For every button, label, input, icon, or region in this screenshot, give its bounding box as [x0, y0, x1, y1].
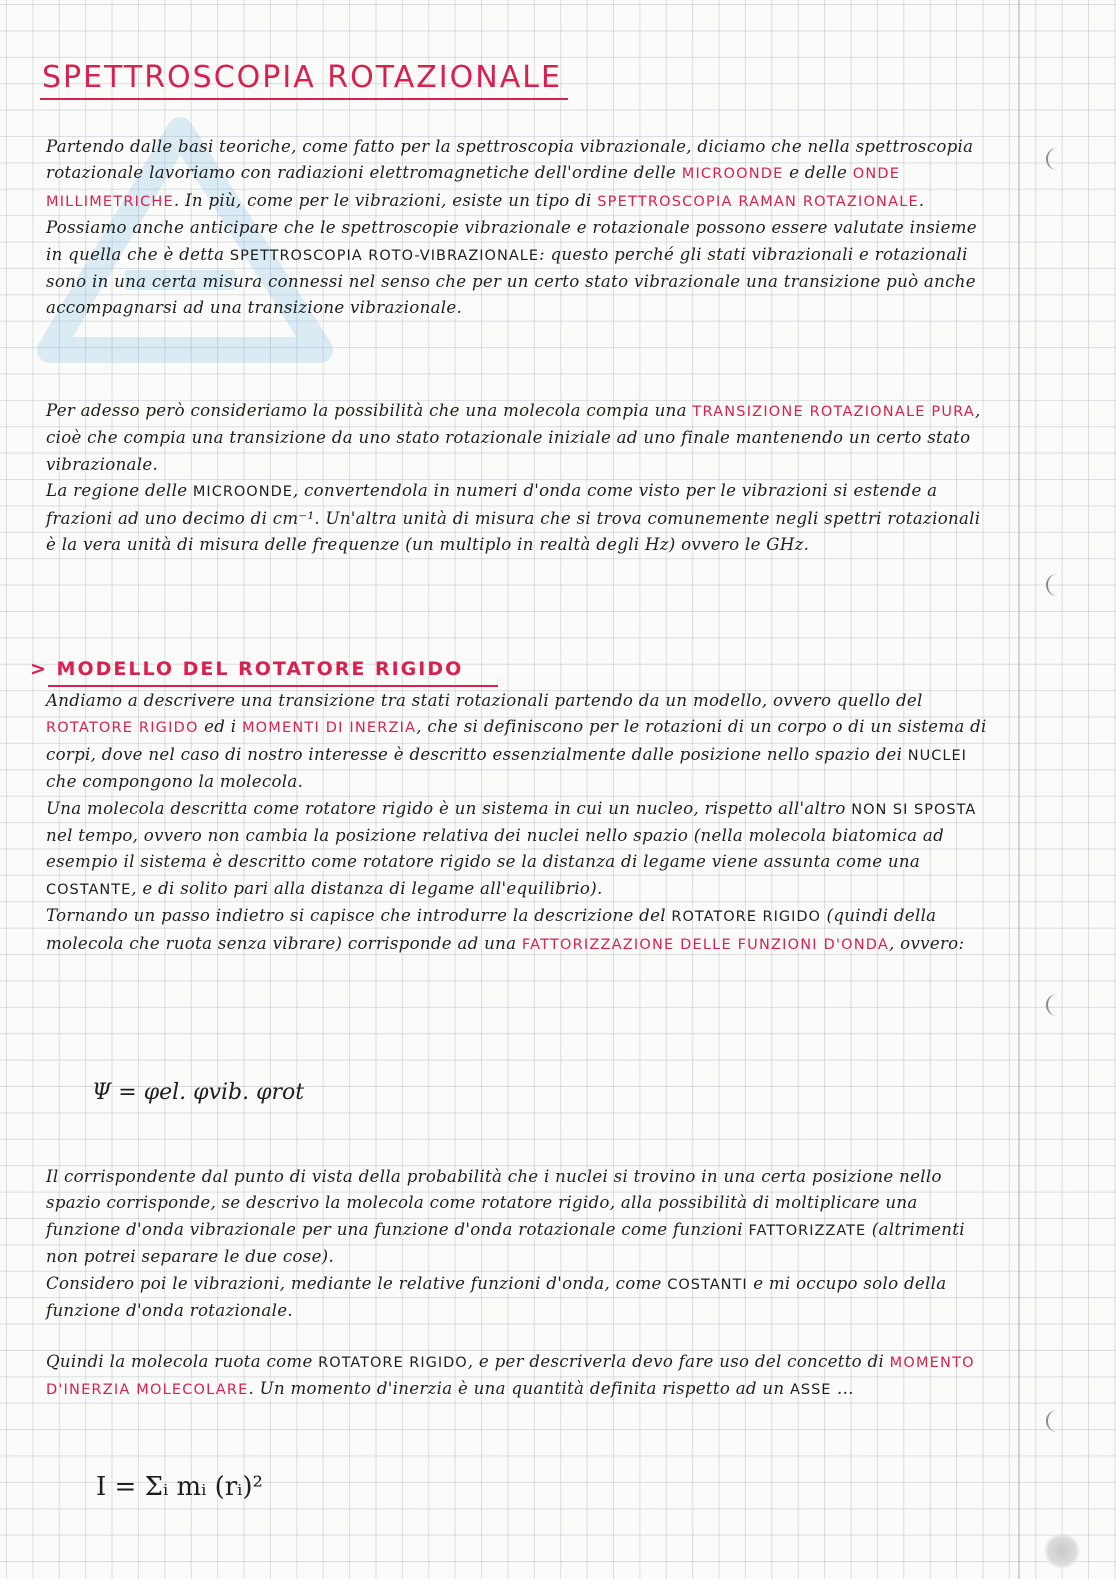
binder-hole-mark [1046, 1410, 1062, 1432]
inertia-formula: I = Σᵢ mᵢ (rᵢ)² [96, 1472, 263, 1502]
highlight-term: MICROONDE [681, 166, 784, 183]
paragraph-transizione: Per adesso però consideriamo la possibilità che una molecola compia una TRANSIZIONE ROTAZIONALE PURA, cioè che compia una transizione da uno stato rotazionale iniziale ad uno finale mantenendo un certo stato vibrazionale. La regione delle MICROONDE, convertendola in numeri d'onda come visto per le vibrazioni si estende a frazioni ad uno decimo di cm⁻¹. Un'altra unità di misura che si trova comunemente negli spettri rotazionali è la vera unità di misura delle frequenze (un multiplo in realtà degli Hz) ovvero le GHz. [46, 401, 981, 555]
page-title: SPETTROSCOPIA ROTAZIONALE [42, 60, 562, 95]
highlight-term: MOMENTI DI INERZIA [241, 720, 417, 737]
caps-term: MICROONDE [192, 484, 293, 501]
paragraph-momento-inerzia: Quindi la molecola ruota come ROTATORE RIGIDO, e per descriverla devo fare uso del concetto di MOMENTO D'INERZIA MOLECOLARE. Un momento d'inerzia è una quantità definita rispetto ad un ASSE ... [46, 1352, 975, 1399]
highlight-term: SPETTROSCOPIA RAMAN ROTAZIONALE [597, 193, 919, 210]
section-underline [48, 685, 498, 687]
intro-paragraph: Partendo dalle basi teoriche, come fatto per la spettroscopia vibrazionale, diciamo che nella spettroscopia rotazionale lavoriamo con radiazioni elettromagnetiche dell'ordine delle MICROONDE e delle ONDE MILLIMETRICHE. In più, come per le vibrazioni, esiste un tipo di SPETTROSCOPIA RAMAN ROTAZIONALE. Possiamo anche anticipare che le spettroscopie vibrazionale e rotazionale possono essere valutate insieme in quella che è detta SPETTROSCOPIA ROTO-VIBRAZIONALE: questo perché gli stati vibrazionali e rotazionali sono in una certa misura connessi nel senso che per un certo stato vibrazionale una transizione può anche accompagnarsi ad una transizione vibrazionale. [46, 137, 977, 318]
caps-term: ROTATORE RIGIDO [318, 1355, 468, 1371]
caps-term: NON SI SPOSTA [851, 801, 977, 818]
paragraph-fattorizzate: Il corrispondente dal punto di vista della probabilità che i nuclei si trovino in una certa posizione nello spazio corrisponde, se descrivo la molecola come rotatore rigido, alla possibilità di moltiplicare una funzione d'onda vibrazionale per una funzione d'onda rotazionale come funzioni FATTORIZZATE (altrimenti non potrei separare le due cose). Considero poi le vibrazioni, mediante le relative funzioni d'onda, come COSTANTI e mi occupo solo della funzione d'onda rotazionale. [46, 1167, 965, 1321]
highlight-term: MOMENTO D'INERZIA MOLECOLARE [46, 1355, 975, 1399]
page-stain [1044, 1533, 1080, 1569]
caps-term: SPETTROSCOPIA ROTO-VIBRAZIONALE [229, 247, 539, 264]
highlight-term: ROTATORE RIGIDO [46, 720, 199, 737]
section-heading: > MODELLO DEL ROTATORE RIGIDO [30, 658, 464, 680]
caps-term: ASSE [789, 1382, 832, 1399]
highlight-term: TRANSIZIONE ROTAZIONALE PURA [692, 404, 975, 420]
caps-term: FATTORIZZATE [748, 1222, 867, 1239]
caps-term: COSTANTI [667, 1276, 748, 1293]
wavefunction-formula: Ψ = φel. φvib. φrot [92, 1080, 305, 1105]
binder-hole-mark [1046, 574, 1062, 596]
caps-term: COSTANTE [46, 881, 132, 898]
binder-hole-mark [1046, 994, 1062, 1016]
binder-hole-mark [1046, 148, 1062, 170]
caps-term: ROTATORE RIGIDO [671, 909, 821, 926]
highlight-term: FATTORIZZAZIONE DELLE FUNZIONI D'ONDA [521, 936, 890, 953]
highlight-term: ONDE MILLIMETRICHE [46, 166, 901, 210]
margin-line [1018, 0, 1020, 1579]
title-underline [40, 98, 568, 100]
paragraph-rotatore: Andiamo a descrivere una transizione tra stati rotazionali partendo da un modello, ovvero quello del ROTATORE RIGIDO ed i MOMENTI DI INERZIA, che si definiscono per le rotazioni di un corpo o di un sistema di corpi, dove nel caso di nostro interesse è descritto essenzialmente dalle posizione nello spazio dei NUCLEI che compongono la molecola. Una molecola descritta come rotatore rigido è un sistema in cui un nucleo, rispetto all'altro NON SI SPOSTA nel tempo, ovvero non cambia la posizione relativa dei nuclei nello spazio (nella molecola biatomica ad esempio il sistema è descritto come rotatore rigido se la distanza di legame viene assunta come una COSTANTE, e di solito pari alla distanza di legame all'equilibrio). Tornando un passo indietro si capisce che introdurre la descrizione del ROTATORE RIGIDO (quindi della molecola che ruota senza vibrare) corrisponde ad una FATTORIZZAZIONE DELLE FUNZIONI D'ONDA, ovvero: [46, 691, 987, 953]
caps-term: NUCLEI [907, 747, 967, 764]
